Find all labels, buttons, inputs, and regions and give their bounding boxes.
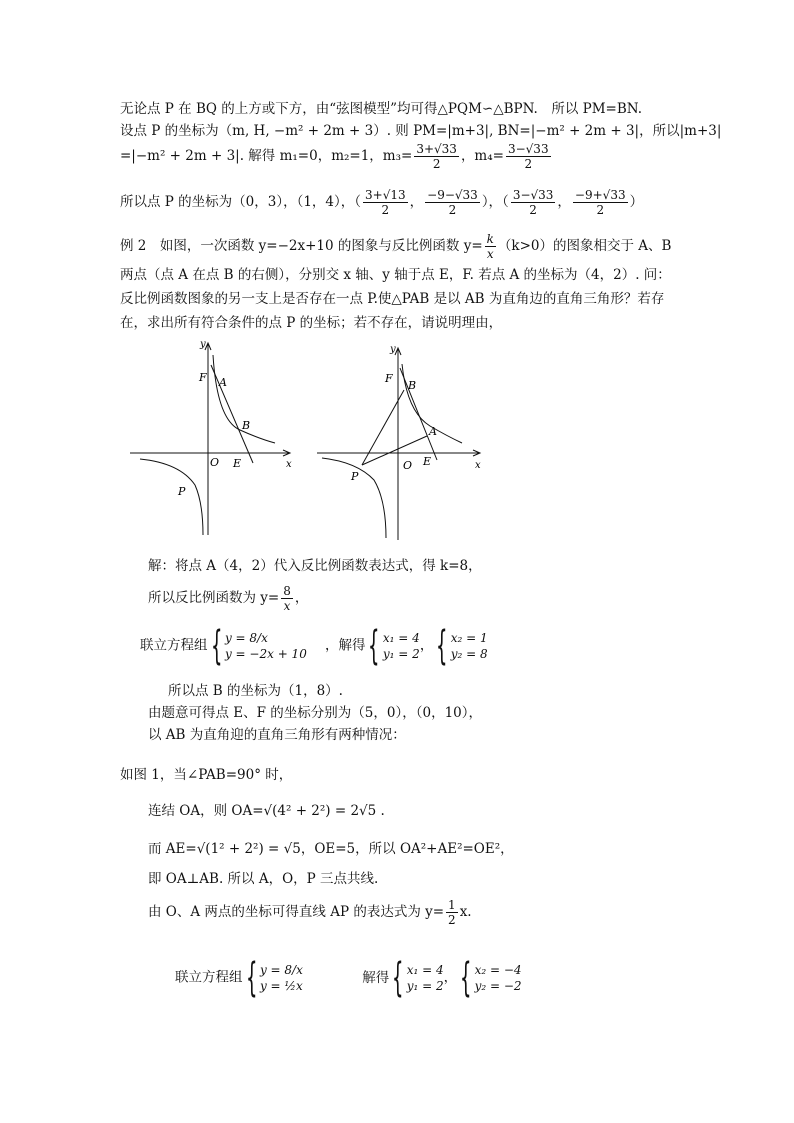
numerator: 3+√33	[416, 142, 457, 156]
equation: y = 8/x	[224, 631, 268, 645]
equation-system-row: 联立方程组{ y = 8/x y = ½x 解得{ x₁ = 4 y₁ = 2 ，{ x₂ = −4 y₂ = −2	[175, 955, 522, 1001]
example-line: 反比例函数图象的另一支上是否存在一点 P.使△PAB 是以 AB 为直角边的直角三角形？若存	[120, 291, 665, 307]
text-segment: 所以反比例函数为 y=	[148, 590, 280, 606]
fraction	[511, 188, 556, 217]
fraction	[506, 142, 551, 171]
text-segment: 解得	[362, 969, 390, 986]
denominator: 2	[381, 203, 390, 217]
case-heading: 如图 1，当∠PAB=90° 时，	[120, 767, 293, 783]
solution-value: x₁ = 4	[382, 631, 420, 645]
solution-line: 解：将点 A（4，2）代入反比例函数表达式，得 k=8，	[148, 558, 482, 574]
solution-set	[383, 630, 420, 662]
text-segment: ），（	[481, 194, 509, 210]
brace: {	[392, 955, 404, 1001]
point-label-e: E	[423, 455, 432, 468]
numerator: k	[486, 232, 494, 246]
axis-label-y: y	[390, 344, 396, 355]
point-label-p: P	[351, 470, 359, 483]
solution-line: 而 AE=√(1² + 2²) = √5，OE=5，所以 OA²+AE²=OE²，	[148, 841, 514, 857]
axis-label-x: x	[286, 459, 292, 470]
hyperbola-branch-2	[140, 459, 203, 535]
fraction	[446, 898, 458, 927]
solution-line: 即 OA⊥AB. 所以 A，O，P 三点共线.	[148, 871, 379, 887]
equation-system-row: 联立方程组{ y = 8/x y = −2x + 10 ，解得{ x₁ = 4 y₁ = 2 ，{ x₂ = 1 y₂ = 8	[140, 623, 488, 669]
equation: y = −2x + 10	[224, 647, 307, 661]
origin-label: O	[403, 459, 413, 472]
denominator: 2	[529, 203, 537, 217]
denominator: 2	[448, 913, 456, 927]
solution-value: x₂ = −4	[474, 963, 522, 977]
point-label-f: F	[199, 371, 207, 384]
text-line: 设点 P 的坐标为（m, H, −m² + 2m + 3）. 则 PM=|m+3|, BN=|−m² + 2m + 3|，所以|m+3|	[120, 123, 722, 139]
text-line: 所以点 P 的坐标为（0，3），（1，4），（ $\frac{3+√13}{2}$ ， $\frac{-9-√33}{2}$ ），（ $\frac{3-√33}{2}$ ， $\frac{-9+√33}{2}$ ）	[120, 188, 644, 217]
text-line	[120, 142, 553, 171]
example-line	[120, 232, 671, 261]
numerator: 3−√33	[507, 142, 549, 156]
solution-value: y₂ = −2	[474, 979, 522, 993]
figure-2	[312, 340, 487, 545]
brace: {	[210, 623, 222, 669]
text-segment: 联立方程组	[175, 969, 243, 986]
point-label-e: E	[233, 457, 242, 470]
example-line: 在，求出所有符合条件的点 P 的坐标；若不存在，请说明理由，	[120, 315, 503, 331]
point-label-f: F	[385, 372, 393, 385]
solution-value: y₁ = 2	[406, 979, 444, 993]
numerator: 3+√13	[365, 188, 406, 202]
text-segment: 联立方程组	[140, 637, 208, 654]
text-segment: ，解得	[324, 637, 366, 654]
fraction	[485, 232, 496, 261]
fraction	[281, 584, 293, 613]
solution-line: 所以点 B 的坐标为（1，8）.	[168, 683, 343, 699]
text-segment: 例 2 如图，一次函数 y=−2x+10 的图象与反比例函数 y=	[120, 238, 483, 254]
text-segment: （k>0）的图象相交于 A、B	[497, 238, 672, 254]
equation: y = 8/x	[259, 963, 303, 977]
equation-system	[225, 630, 325, 662]
numerator: −9+√33	[574, 188, 626, 202]
brace: {	[368, 623, 380, 669]
point-label-a: A	[219, 376, 227, 389]
fraction	[573, 188, 628, 217]
text-line: 无论点 P 在 BQ 的上方或下方，由“弦图模型”均可得△PQM∽△BPN. 所以 PM=BN.	[120, 101, 643, 117]
fraction	[363, 188, 408, 217]
solution-value: x₁ = 4	[406, 963, 444, 977]
origin-label: O	[210, 456, 220, 469]
fraction	[414, 142, 459, 171]
text-segment: ）	[629, 194, 644, 210]
figure-1	[125, 335, 300, 545]
solution-value: x₂ = 1	[450, 631, 488, 645]
numerator: 3−√33	[512, 188, 554, 202]
denominator: 2	[448, 203, 457, 217]
brace: {	[460, 955, 472, 1001]
line-ab	[211, 365, 253, 463]
denominator: 2	[524, 157, 533, 171]
axis-label-x: x	[475, 460, 481, 471]
text-segment: ，	[294, 590, 309, 606]
solution-line: 以 AB 为直角迎的直角三角形有两种情况：	[148, 727, 406, 743]
denominator: x	[486, 247, 494, 261]
axis-label-y: y	[200, 339, 206, 350]
solution-line	[148, 584, 308, 613]
solution-line: 由题意可得点 E、F 的坐标分别为（5，0），（0，10），	[148, 705, 482, 721]
text-segment: 所以点 P 的坐标为（0，3），（1，4），（	[120, 194, 362, 210]
solution-set	[451, 630, 488, 662]
equation: y = ½x	[259, 979, 303, 993]
solution-value: y₂ = 8	[450, 647, 488, 661]
solution-line	[148, 898, 472, 927]
text-segment: ，m₄=	[460, 148, 504, 164]
equation-system	[260, 962, 340, 994]
point-label-b: B	[408, 379, 417, 392]
text-segment: =|−m² + 2m + 3|. 解得 m₁=0，m₂=1，m₃=	[120, 148, 413, 164]
point-label-a: A	[429, 425, 437, 438]
point-label-b: B	[242, 419, 251, 432]
denominator: 2	[432, 157, 441, 171]
line-ab	[400, 368, 437, 460]
numerator: 8	[283, 584, 291, 598]
fraction	[425, 188, 480, 217]
denominator: x	[283, 599, 291, 613]
brace: {	[245, 955, 257, 1001]
solution-line: 连结 OA，则 OA=√(4² + 2²) = 2√5 .	[148, 803, 385, 819]
brace: {	[436, 623, 448, 669]
point-label-p: P	[178, 485, 186, 498]
example-line: 两点（点 A 在点 B 的右侧），分别交 x 轴、y 轴于点 E，F. 若点 A 的坐标为（4，2）. 问：	[120, 267, 671, 283]
numerator: −9−√33	[427, 188, 478, 202]
solution-set	[475, 962, 522, 994]
solution-value: y₁ = 2	[382, 647, 420, 661]
denominator: 2	[596, 203, 605, 217]
segment-pa	[362, 436, 427, 465]
text-segment: x.	[459, 904, 472, 920]
numerator: 1	[448, 898, 456, 912]
text-segment: 由 O、A 两点的坐标可得直线 AP 的表达式为 y=	[148, 904, 445, 920]
solution-set	[407, 962, 444, 994]
